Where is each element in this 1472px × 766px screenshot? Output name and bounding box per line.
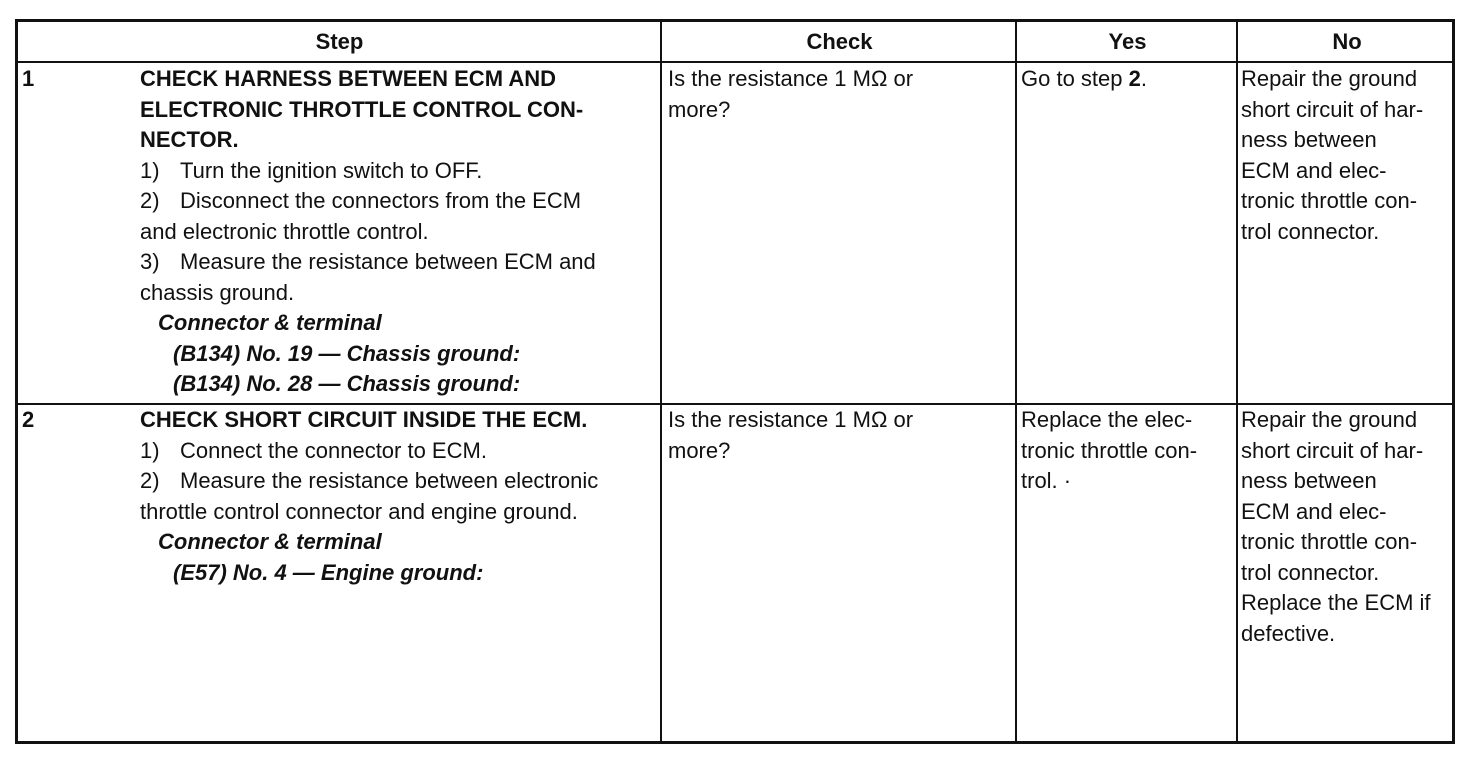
instruction: 1) Connect the connector to ECM. (140, 437, 487, 463)
instruction: 3) Measure the resistance between ECM and chassis ground. (140, 249, 596, 305)
step-description (140, 64, 658, 400)
yes-text: Replace the elec- tronic throttle con- trol. · (1021, 407, 1198, 493)
column-divider-yes (1015, 22, 1017, 741)
terminal-spec: (E57) No. 4 — Engine ground: (173, 559, 484, 585)
terminal-spec: (B134) No. 28 — Chassis ground: (173, 371, 521, 396)
column-divider-no (1236, 22, 1238, 741)
check-text: Is the resistance 1 MΩ or more? (668, 407, 914, 463)
column-divider-check (660, 22, 662, 741)
step-number: 2 (22, 407, 35, 432)
connector-heading: Connector & terminal (158, 310, 382, 335)
step-description (140, 405, 658, 588)
diagnostic-table (15, 19, 1455, 744)
no-text: Repair the ground short circuit of har- ness between ECM and elec- tronic throttle con- trol connector. Replace the ECM if defective. (1241, 407, 1431, 646)
instruction: 2) Measure the resistance between electronic throttle control connector and engine ground. (140, 468, 599, 524)
check-text: Is the resistance 1 MΩ or more? (668, 66, 914, 122)
header-no: No (1332, 29, 1362, 54)
connector-heading: Connector & terminal (158, 529, 382, 554)
header-yes: Yes (1108, 29, 1147, 54)
yes-text: Go to step 2. (1021, 66, 1147, 91)
instruction: 1) Turn the ignition switch to OFF. (140, 157, 483, 183)
step-title: CHECK HARNESS BETWEEN ECM AND ELECTRONIC THROTTLE CONTROL CON- NECTOR. (140, 66, 584, 152)
step-number: 1 (22, 66, 35, 91)
step-reference: 2 (1128, 66, 1141, 91)
header-step: Step (315, 29, 364, 54)
header-check: Check (806, 29, 873, 54)
step-title: CHECK SHORT CIRCUIT INSIDE THE ECM. (140, 407, 588, 432)
instruction: 2) Disconnect the connectors from the ECM and electronic throttle control. (140, 188, 582, 244)
terminal-spec: (B134) No. 19 — Chassis ground: (173, 340, 521, 366)
no-text: Repair the ground short circuit of har- ness between ECM and elec- tronic throttle con- trol connector. (1241, 66, 1424, 244)
